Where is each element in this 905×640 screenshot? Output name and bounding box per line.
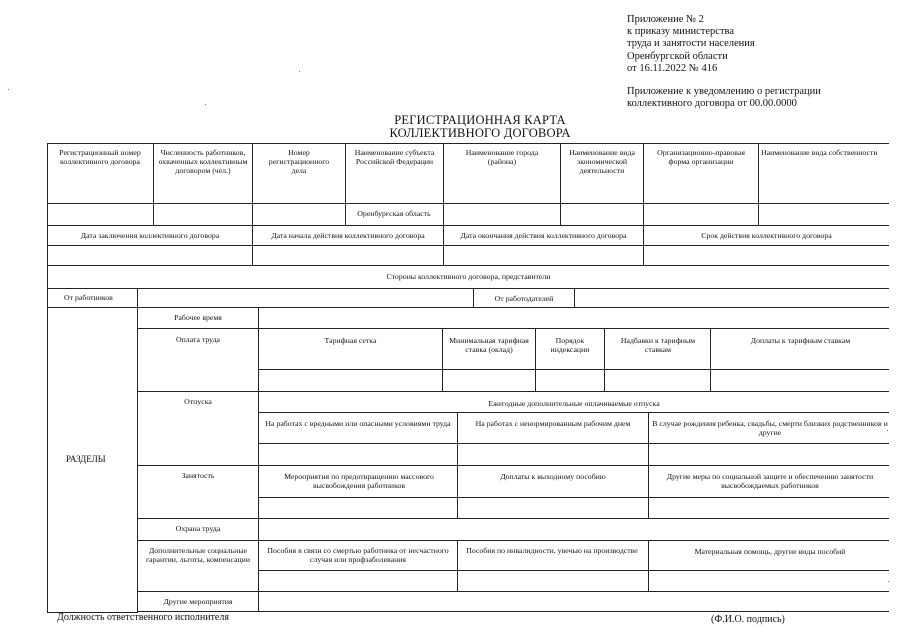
pay-indexation: Порядок индексации [550, 336, 590, 355]
from-employers-label: От работодателей [494, 294, 554, 303]
vacation-family: В случае рождения ребенка, свадьбы, смерти близких родственников и другие [652, 419, 888, 438]
grid-line [47, 288, 889, 289]
grid-line [648, 465, 649, 518]
grid-line [258, 570, 889, 571]
grid-line [47, 245, 889, 246]
grid-line [457, 412, 458, 465]
grid-line [710, 328, 711, 391]
term-label: Срок действия коллективного договора [701, 231, 832, 240]
grid-line [47, 225, 889, 226]
grid-line [153, 143, 154, 225]
col-city-header: Наименование города (района) [465, 148, 539, 167]
pay-label: Оплата труда [176, 335, 220, 344]
grid-line [443, 143, 444, 225]
grid-line [258, 497, 889, 498]
grid-line [47, 307, 889, 308]
appendix-header [627, 14, 755, 75]
position-caption: Должность ответственного исполнителя [57, 612, 229, 623]
grid-line [47, 143, 48, 613]
employment-other: Другие меры по социальной защите и обеспечению занятости высвобождаемых работников [666, 472, 874, 491]
col-reg-number-header: Регистрационный номер коллективного договора [59, 148, 141, 167]
employment-label: Занятость [181, 471, 215, 480]
employment-prevention: Мероприятия по предотвращению массового высвобождения работников [284, 472, 434, 491]
scan-speck [887, 430, 888, 431]
pay-tariff-grid: Тарифная сетка [324, 336, 377, 345]
grid-line [648, 540, 649, 591]
grid-line [457, 465, 458, 518]
grid-line [535, 328, 536, 391]
grid-line [47, 203, 889, 204]
grid-line [560, 143, 561, 225]
grid-line [758, 143, 759, 225]
col-case-number-header: Номер регистрационного дела [268, 148, 330, 176]
social-material-aid: Материальная помощь, другие виды пособий [694, 547, 846, 556]
grid-line [252, 143, 253, 225]
grid-line [137, 465, 889, 466]
notice-line: Приложение к уведомлению о регистрации [627, 86, 821, 97]
col-workers-count-header: Численность работников, охваченных коллективным договором (чел.) [158, 148, 248, 176]
title-line-2: КОЛЛЕКТИВНОГО ДОГОВОРА [389, 125, 571, 140]
grid-line [574, 288, 575, 307]
grid-line [47, 265, 889, 266]
col-ownership-header: Наименование вида собственности [761, 148, 878, 157]
signature-caption: (Ф.И.О. подпись) [711, 614, 785, 625]
date-end-label: Дата окончания действия коллективного договора [460, 231, 627, 240]
title-line-1: РЕГИСТРАЦИОННАЯ КАРТА [394, 113, 566, 127]
grid-line [648, 412, 649, 465]
scan-speck [888, 581, 889, 582]
vacation-harmful: На работах с вредными или опасными условиями труда [265, 419, 451, 428]
pay-extra: Доплаты к тарифным ставкам [750, 336, 851, 345]
vacation-title: Ежегодные дополнительные оплачиваемые отпуска [488, 399, 660, 408]
header-line: Оренбургской области [627, 50, 728, 62]
vacation-label: Отпуска [184, 397, 212, 406]
scan-speck [8, 89, 9, 90]
grid-line [137, 611, 889, 612]
grid-line [137, 518, 889, 519]
col-legal-form-header: Организационно-правовая форма организации [657, 148, 745, 167]
employment-severance: Доплаты к выходному пособию [500, 472, 606, 481]
grid-line [258, 412, 889, 413]
page-title [340, 114, 620, 139]
grid-line [137, 540, 889, 541]
header-line: от 16.11.2022 № 416 [627, 62, 718, 74]
header-line: труда и занятости населения [627, 38, 755, 50]
header-line: к приказу министерства [627, 26, 735, 38]
grid-line [258, 307, 259, 612]
vacation-irregular: На работах с ненормированным рабочим днем [475, 419, 631, 428]
grid-line [137, 391, 889, 392]
grid-line [457, 540, 458, 591]
date-start-label: Дата начала действия коллективного договора [271, 231, 425, 240]
parties-title: Стороны коллективного договора, представители [386, 272, 551, 281]
grid-line [442, 328, 443, 391]
social-disability: Пособия по инвалидности, увечью на производстве [466, 546, 638, 555]
grid-line [643, 143, 644, 225]
grid-line [47, 143, 889, 144]
sections-label: РАЗДЕЛЫ [66, 454, 106, 464]
from-workers-label: От работников [64, 293, 113, 302]
header-line: Приложение № 2 [627, 14, 704, 25]
other-measures-label: Другие мероприятия [163, 597, 233, 606]
notice-header [627, 86, 821, 110]
grid-line [137, 328, 889, 329]
scan-speck [205, 104, 206, 105]
work-time-label: Рабочее время [174, 313, 222, 322]
grid-line [604, 328, 605, 391]
scan-speck [299, 71, 300, 72]
grid-line [137, 591, 889, 592]
social-death-benefit: Пособия в связи со смертью работника от несчастного случая или профзаболевания [267, 546, 449, 565]
labor-protection-label: Охрана труда [175, 524, 221, 533]
col-activity-header: Наименование вида экономической деятельности [569, 148, 635, 176]
region-value: Оренбургская область [357, 209, 431, 218]
social-label: Дополнительные социальные гарантии, льготы, компенсации [145, 546, 251, 565]
pay-min-rate: Минимальная тарифная ставка (оклад) [449, 336, 529, 355]
grid-line [258, 369, 889, 370]
notice-line: коллективного договора от 00.00.0000 [627, 98, 797, 110]
date-concluded-label: Дата заключения коллективного договора [80, 231, 220, 240]
pay-allowances: Надбавки к тарифным ставкам [620, 336, 696, 355]
col-subject-header: Наименование субъекта Российской Федерации [354, 148, 435, 167]
grid-line [258, 443, 889, 444]
